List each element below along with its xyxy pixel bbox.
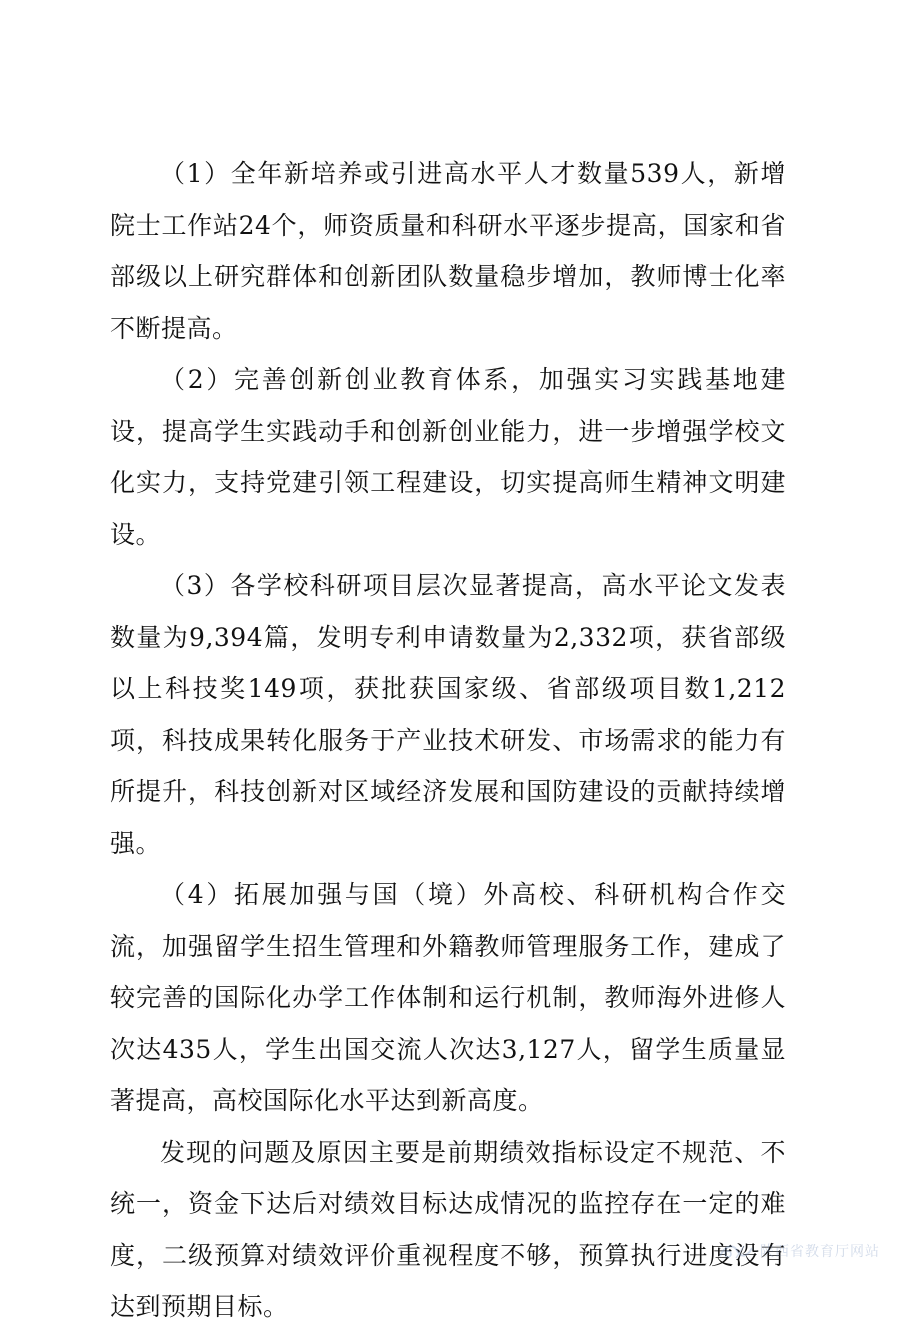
paragraph-research: （3）各学校科研项目层次显著提高，高水平论文发表数量为9,394篇，发明专利申请数量为2,332项，获省部级以上科技奖149项，获批获国家级、省部级项目数1,212项，科技成果转化服务于产业技术研发、市场需求的能力有所提升，科技创新对区域经济发展和国防建设的贡献持续增强。 [110,571,786,858]
paragraph-innovation-education: （2）完善创新创业教育体系，加强实习实践基地建设，提高学生实践动手和创新创业能力，进一步增强学校文化实力，支持党建引领工程建设，切实提高师生精神文明建设。 [110,365,786,549]
document-body [110,148,786,1333]
watermark-text: 陕西省教育厅网站 [760,1244,880,1260]
paragraph-problems: 发现的问题及原因主要是前期绩效指标设定不规范、不统一，资金下达后对绩效目标达成情况的监控存在一定的难度，二级预算对绩效评价重视程度不够，预算执行进度没有达到预期目标。 [110,1137,786,1321]
paragraph-talent: （1）全年新培养或引进高水平人才数量539人，新增院士工作站24个，师资质量和科研水平逐步提高，国家和省部级以上研究群体和创新团队数量稳步增加，教师博士化率不断提高。 [110,159,786,343]
watermark [716,1240,880,1262]
paragraph-international: （4）拓展加强与国（境）外高校、科研机构合作交流，加强留学生招生管理和外籍教师管理服务工作，建成了较完善的国际化办学工作体制和运行机制，教师海外进修人次达435人，学生出国交流人次达3,127人，留学生质量显著提高，高校国际化水平达到新高度。 [110,880,786,1115]
logo-icon [716,1240,756,1262]
